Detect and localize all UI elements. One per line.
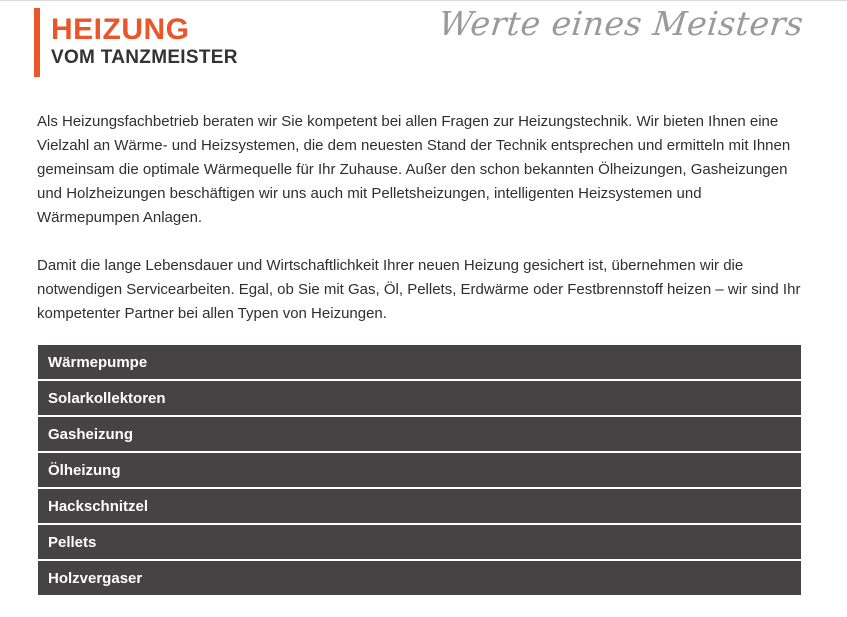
accordion-item-label: Hackschnitzel	[48, 497, 149, 515]
accordion-item-oelheizung[interactable]	[38, 453, 801, 487]
accordion-item-label: Pellets	[48, 533, 97, 551]
accordion-item-waermepumpe[interactable]	[38, 345, 801, 379]
accordion-item-pellets[interactable]	[38, 525, 801, 559]
intro-paragraph: Als Heizungsfachbetrieb beraten wir Sie kompetent bei allen Fragen zur Heizungstechnik. Wir bieten Ihnen eine Vielzahl an Wärme- und Heizsystemen, die dem neuesten Stand der Technik entsprechen und ermitteln mit Ihnen gemeinsam die optimale Wärmequelle für Ihr Zuhause. Außer den schon bekannten Ölheizungen, Gasheizungen und Holzheizungen beschäftigen wir uns auch mit Pelletsheizungen, intelligenten Heizsystemen und Wärmepumpen Anlagen.	[37, 113, 791, 226]
page-title: HEIZUNG	[51, 13, 190, 46]
heating-types-accordion	[38, 345, 801, 597]
intro-text	[37, 110, 805, 350]
page-subtitle: VOM TANZMEISTER	[51, 47, 238, 68]
accordion-item-label: Ölheizung	[48, 461, 121, 479]
accordion-item-hackschnitzel[interactable]	[38, 489, 801, 523]
accordion-item-label: Holzvergaser	[48, 569, 143, 587]
intro-paragraph: Damit die lange Lebensdauer und Wirtschaftlichkeit Ihrer neuen Heizung gesichert ist, übernehmen wir die notwendigen Servicearbeiten. Egal, ob Sie mit Gas, Öl, Pellets, Erdwärme oder Festbrennstoff heizen – wir sind Ihr kompetenter Partner bei allen Typen von Heizungen.	[37, 257, 801, 322]
tagline: Werte eines Meisters	[436, 4, 806, 43]
accordion-item-label: Gasheizung	[48, 425, 134, 443]
top-divider	[0, 0, 847, 1]
accordion-item-label: Wärmepumpe	[48, 353, 148, 371]
accordion-item-solarkollektoren[interactable]	[38, 381, 801, 415]
accordion-item-gasheizung[interactable]	[38, 417, 801, 451]
accordion-item-holzvergaser[interactable]	[38, 561, 801, 595]
page-heading	[34, 8, 238, 77]
accordion-item-label: Solarkollektoren	[48, 389, 166, 407]
